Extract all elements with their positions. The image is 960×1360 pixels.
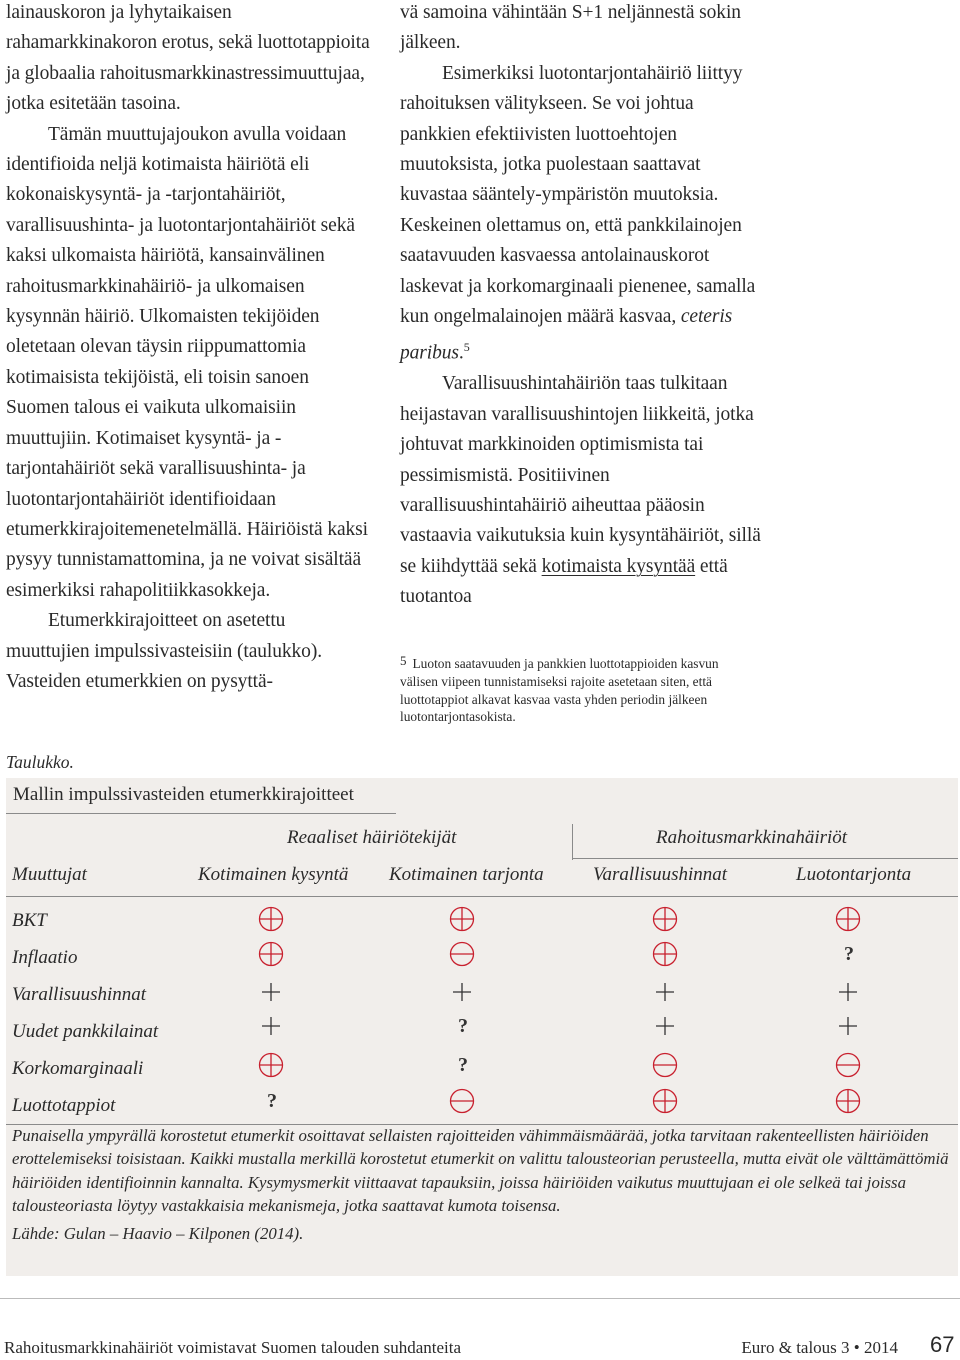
plus-icon [835,979,861,1005]
plus-icon [652,979,678,1005]
footnote [400,652,750,726]
plus-circle-icon [652,1088,678,1114]
plus-circle-icon [652,941,678,967]
table-note-text: Punaisella ympyrällä korostetut etumerkit osoittavat sellaisten rajoitteiden vähimmäismäärää, jotka tarvitaan rakenteellisten häiriöiden erottelemiseksi toisistaan. Kaikki mustalla merkillä korostetut etumerkit on valittu talousteorian perusteella, mutta eivät ole välttämättömiä häiriöiden identifioinnin kannalta. Kysymysmerkit viittaavat tapauksiin, joissa häiriöiden vaikutus muuttujaan ei ole selkeä tai joissa talousteoriasta löytyy vastakkaisia mekanismeja, jotka saattavat kumota toisensa. [12,1126,949,1216]
plus-circle-icon [449,906,475,932]
row-label-uudet-pankkilainat: Uudet pankkilainat [12,1021,159,1042]
table-note [12,1124,952,1245]
sign-restrictions-table [6,778,958,1276]
left-paragraph-3: Etumerkkirajoitteet on asetettu muuttujien impulssivasteisiin (taulukko). Vasteiden etumerkkien on pysyttä- [6,610,323,692]
minus-circle-icon [449,1088,475,1114]
row-label-korkomarginaali: Korkomarginaali [12,1058,144,1079]
minus-circle-icon [449,941,475,967]
right-text-column [400,0,766,613]
left-paragraph-1: lainauskoron ja lyhytaikaisen rahamarkkinakoron erotus, sekä luottotappioita ja globaalia rahoitusmarkkinastressimuuttujaa, jotka esitetään tasoina. [6,2,370,115]
row-label-inflaatio: Inflaatio [12,947,78,968]
footnote-reference[interactable]: 5 [463,340,470,355]
right-paragraph-3-text: Varallisuushintahäiriön taas tulkitaan heijastavan varallisuushintojen liikkeitä, jotka johtuvat markkinoiden optimismista tai pessimismistä. Positiivinen varallisuushintahäiriö aiheuttaa pääosin vastaavia vaikutuksia kuin kysyntähäiriöt, sillä se kiihdyttää sekä [400,373,761,577]
plus-icon [835,1013,861,1039]
plus-circle-icon [258,1052,284,1078]
header-divider [6,896,958,897]
right-paragraph-3-end: että tuotantoa [400,555,728,608]
column-header-asset-prices: Varallisuushinnat [593,864,728,885]
column-header-domestic-demand: Kotimainen kysyntä [198,864,349,885]
underlined-phrase: kotimaista kysyntää [541,555,696,577]
minus-circle-icon [652,1052,678,1078]
plus-circle-icon [652,906,678,932]
plus-icon [258,1013,284,1039]
plus-icon [449,979,475,1005]
row-label-varallisuushinnat: Varallisuushinnat [12,984,147,1005]
plus-circle-icon [835,1088,861,1114]
footer-article-title: Rahoitusmarkkinahäiriöt voimistavat Suomen talouden suhdanteita [4,1338,462,1357]
left-paragraph-2: Tämän muuttujajoukon avulla voidaan identifioida neljä kotimaista häiriötä eli kokonaiskysyntä- ja -tarjontahäiriöt, varallisuushinta- ja luotontarjontahäiriöt sekä kaksi ulkomaista häiriötä, kansainvälinen rahoitusmarkkinahäiriö- ja ulkomaisen kysynnän häiriö. Ulkomaisten tekijöiden oletetaan olevan täysin riippumattomia kotimaisista tekijöistä, eli toisin sanoen Suomen talous ei vaikuta ulkomaisiin muuttujiin. Kotimaiset kysyntä- ja -tarjontahäiriöt sekä varallisuushinta- ja luotontarjontahäiriöt identifioidaan etumerkkirajoitemenetelmällä. Häiriöistä kaksi pysyy tunnistamattomina, ja ne voivat sisältää esimerkiksi rahapolitiikkasokkeja. [6,123,368,601]
right-paragraph-2-end: . [458,342,464,364]
row-label-bkt: BKT [12,910,47,931]
table-title: Mallin impulssivasteiden etumerkkirajoitteet [13,784,354,805]
plus-icon [652,1013,678,1039]
plus-icon [258,979,284,1005]
group-divider-horizontal [572,858,958,859]
question-mark: ? [458,1015,468,1037]
column-header-domestic-supply: Kotimainen tarjonta [389,864,544,885]
table-source: Lähde: Gulan – Haavio – Kilponen (2014). [12,1223,304,1243]
right-paragraph-2-text: Esimerkiksi luotontarjontahäiriö liittyy rahoituksen välitykseen. Se voi johtua pankkien efektiivisten luottoehtojen muutoksista, jotka puolestaan saattavat kuvastaa sääntely-ympäristön muutoksia. Keskeinen olettamus on, että pankkilainojen saatavuuden kasvaessa antolainauskorot laskevat ja korkomarginaali pienenee, samalla kun ongelmalainojen määrä kasvaa, [400,62,756,328]
footer-publication: Euro & talous 3 • 2014 [741,1338,898,1357]
table-caption: Taulukko. [6,752,74,772]
group-divider-vertical [572,824,573,860]
column-header-credit-supply: Luotontarjonta [796,864,912,885]
title-divider [6,813,396,814]
footer-divider [0,1298,960,1299]
row-label-luottotappiot: Luottotappiot [12,1095,116,1116]
plus-circle-icon [258,906,284,932]
plus-circle-icon [835,906,861,932]
question-mark: ? [458,1054,468,1076]
right-paragraph-3 [400,369,766,612]
left-text-column [6,0,372,697]
group-label-real: Reaaliset häiriötekijät [287,827,457,848]
question-mark: ? [844,943,854,965]
right-paragraph-2 [400,59,766,370]
right-paragraph-1: vä samoina vähintään S+1 neljännestä sokin jälkeen. [400,2,741,54]
page-number: 67 [930,1332,955,1357]
question-mark: ? [267,1090,277,1112]
plus-circle-icon [258,941,284,967]
footnote-text: Luoton saatavuuden ja pankkien luottotappioiden kasvun välisen viipeen tunnistamiseksi rajoite asetetaan siten, että luottotappiot alkavat kasvaa vasta yhden periodin jälkeen luotontarjontasokista. [400,656,719,725]
minus-circle-icon [835,1052,861,1078]
group-label-financial: Rahoitusmarkkinahäiriöt [656,827,848,848]
footnote-number: 5 [400,653,407,668]
column-header-variables: Muuttujat [12,864,87,885]
ceteris-paribus-text: ceteris paribus [400,306,733,364]
